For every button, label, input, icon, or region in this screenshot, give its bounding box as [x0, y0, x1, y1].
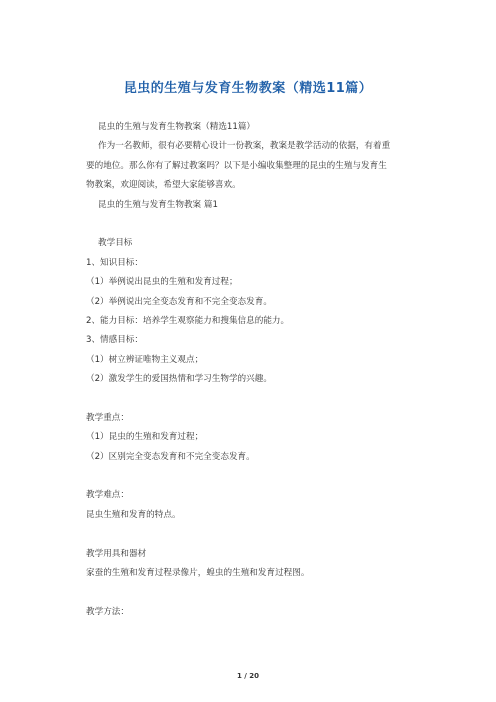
objective-item: （2）举例说出完全变态发育和不完全变态发育。 [86, 296, 272, 307]
key-point-item: （1）昆虫的生殖和发育过程； [86, 432, 204, 443]
difficulties-heading: 教学难点： [86, 490, 129, 501]
spacer [86, 525, 416, 544]
intro-line-4: 物教案，欢迎阅读，希望大家能够喜欢。 [86, 180, 241, 191]
spacer [86, 215, 416, 234]
objective-item: 3、情感目标： [86, 335, 144, 346]
page-indicator: 1 / 20 [236, 672, 260, 680]
intro-line-3: 要的地位。那么你有了解过教案吗？以下是小编收集整理的昆虫的生殖与发育生 [86, 160, 387, 171]
difficulty-item: 昆虫生殖和发育的特点。 [86, 509, 181, 520]
materials-heading: 教学用具和器材 [86, 548, 147, 559]
spacer [86, 467, 416, 486]
section-heading-1: 昆虫的生殖与发育生物教案 篇1 [98, 199, 218, 210]
key-point-item: （2）区别完全变态发育和不完全变态发育。 [86, 451, 255, 462]
document-title: 昆虫的生殖与发育生物教案（精选11篇） [123, 81, 373, 96]
objective-item: 2、能力目标：培养学生观察能力和搜集信息的能力。 [86, 315, 290, 326]
objective-item: （2）激发学生的爱国热情和学习生物学的兴趣。 [86, 374, 272, 385]
methods-heading: 教学方法： [86, 606, 129, 617]
materials-item: 家蚕的生殖和发育过程录像片，蝗虫的生殖和发育过程图。 [86, 567, 310, 578]
objective-item: （1）树立辨证唯物主义观点； [86, 354, 204, 365]
spacer [86, 389, 416, 408]
intro-line-2: 作为一名教师，很有必要精心设计一份教案，教案是教学活动的依据，有着重 [98, 141, 391, 152]
objective-item: （1）举例说出昆虫的生殖和发育过程； [86, 277, 238, 288]
objectives-heading: 教学目标 [98, 238, 133, 249]
key-points-heading: 教学重点： [86, 412, 129, 423]
intro-line-1: 昆虫的生殖与发育生物教案（精选11篇） [98, 122, 256, 132]
spacer [86, 583, 416, 602]
document-body [86, 118, 416, 622]
objective-item: 1、知识目标： [86, 257, 144, 268]
